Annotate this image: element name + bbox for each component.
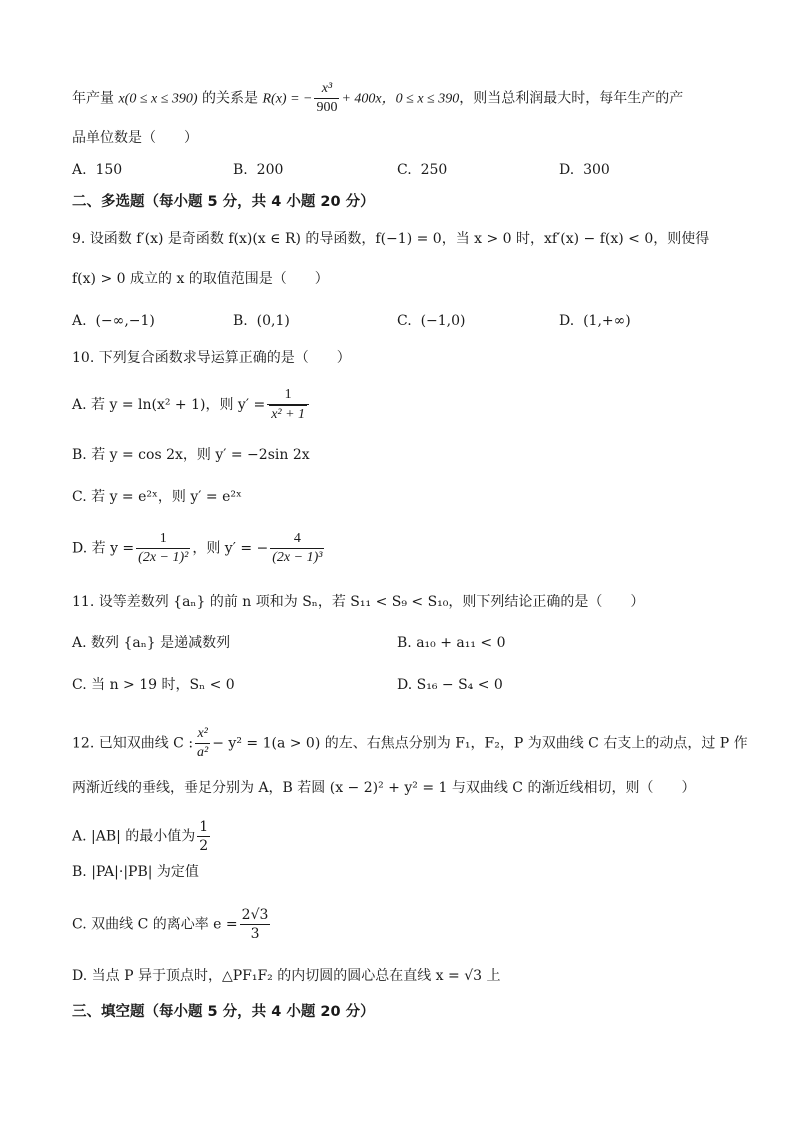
q8-option-a: A. 150 [72, 162, 123, 178]
q8-option-d: D. 300 [559, 162, 610, 178]
q12-option-c [72, 906, 272, 943]
q8-fraction [314, 80, 339, 117]
section2-heading: 二、多选题（每小题 5 分，共 4 小题 20 分） [72, 194, 375, 210]
q9-option-c: C. (−1,0) [397, 313, 466, 329]
q11-option-d: D. S₁₆ − S₄ < 0 [397, 677, 503, 693]
q8-frac-den: 900 [316, 100, 338, 115]
q12-option-b: B. |PA|·|PB| 为定值 [72, 864, 199, 880]
q12-a-fraction [197, 818, 210, 855]
q10-a-num: 1 [267, 386, 309, 405]
q12-c-fraction [240, 906, 271, 943]
q9-option-d: D. (1,+∞) [559, 313, 631, 329]
q12-line1 [72, 725, 748, 762]
q10-option-c: C. 若 y = e²ˣ，则 y′ = e²ˣ [72, 489, 242, 505]
q10-d-den2: (2x − 1)³ [272, 550, 323, 565]
q10-option-a [72, 386, 311, 424]
q10-a-den: x² + 1 [271, 407, 306, 422]
q12-frac-den: a² [197, 745, 209, 760]
q12-suffix: − y² = 1(a > 0) 的左、右焦点分别为 F₁，F₂，P 为双曲线 C 右支上的动点，过 P 作 [212, 735, 748, 752]
q8-suffix: ，则当总利润最大时，每年生产的产 [459, 90, 684, 107]
q8-text-mid: 的关系是 [197, 90, 263, 107]
q8-func-rhs: + 400x [341, 91, 382, 107]
q12-a-num: 1 [199, 819, 209, 835]
q8-line1 [72, 80, 683, 117]
q11-stem: 11. 设等差数列 {aₙ} 的前 n 项和为 Sₙ，若 S₁₁ < S₉ < S₁₀，则下列结论正确的是（ ） [72, 594, 645, 610]
q12-option-a [72, 818, 212, 855]
q10-d-den1: (2x − 1)² [138, 550, 189, 565]
q10-a-prefix: A. 若 y = ln(x² + 1)，则 y′ = [72, 397, 266, 413]
q10-a-fraction [267, 386, 309, 424]
q12-line2: 两渐近线的垂线，垂足分别为 A，B 若圆 (x − 2)² + y² = 1 与双曲线 C 的渐近线相切，则（ ） [72, 780, 696, 796]
q10-d-num2: 4 [270, 530, 324, 549]
q10-d-fraction1 [136, 530, 190, 567]
q12-fraction [195, 725, 210, 762]
q8-func-lhs: R(x) = − [262, 91, 313, 107]
q10-stem: 10. 下列复合函数求导运算正确的是（ ） [72, 350, 351, 366]
q8-range: x(0 ≤ x ≤ 390) [118, 91, 198, 107]
q12-a-den: 2 [199, 838, 209, 854]
q8-text: 年产量 [72, 90, 119, 107]
q8-domain: ，0 ≤ x ≤ 390 [381, 91, 460, 107]
q8-frac-num: x³ [314, 80, 339, 99]
q10-d-num1: 1 [136, 530, 190, 549]
q12-c-num: 2√3 [241, 907, 269, 923]
q11-option-c: C. 当 n > 19 时，Sₙ < 0 [72, 677, 235, 693]
q12-frac-num: x² [195, 725, 210, 744]
q10-option-d [72, 530, 326, 567]
q8-option-b: B. 200 [233, 162, 284, 178]
q9-option-b: B. (0,1) [233, 313, 290, 329]
q10-d-fraction2 [270, 530, 324, 567]
q12-c-den: 3 [250, 926, 260, 942]
q8-line2: 品单位数是（ ） [72, 130, 198, 146]
q8-option-c: C. 250 [397, 162, 448, 178]
q10-option-b: B. 若 y = cos 2x，则 y′ = −2sin 2x [72, 447, 310, 463]
q11-option-b: B. a₁₀ + a₁₁ < 0 [397, 635, 506, 651]
q10-d-prefix: D. 若 y = [72, 540, 135, 557]
q11-option-a: A. 数列 {aₙ} 是递减数列 [72, 635, 231, 651]
q12-c-prefix: C. 双曲线 C 的离心率 e = [72, 916, 238, 933]
q9-line1: 9. 设函数 f′(x) 是奇函数 f(x)(x ∈ R) 的导函数，f(−1) = 0，当 x > 0 时，xf′(x) − f(x) < 0，则使得 [72, 231, 710, 247]
q10-d-mid: ，则 y′ = − [192, 540, 269, 557]
q12-a-prefix: A. |AB| 的最小值为 [72, 828, 196, 845]
q12-prefix: 12. 已知双曲线 C : [72, 735, 194, 752]
section3-heading: 三、填空题（每小题 5 分，共 4 小题 20 分） [72, 1004, 375, 1020]
q9-option-a: A. (−∞,−1) [72, 313, 155, 329]
q9-line2: f(x) > 0 成立的 x 的取值范围是（ ） [72, 271, 329, 287]
q12-option-d: D. 当点 P 异于顶点时，△PF₁F₂ 的内切圆的圆心总在直线 x = √3 上 [72, 968, 501, 984]
